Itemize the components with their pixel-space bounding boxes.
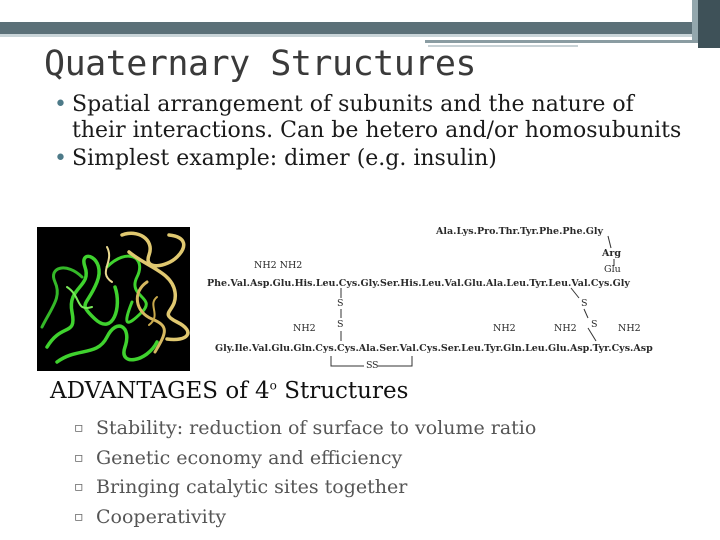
nh2-pair-label: NH2 NH2 — [254, 260, 303, 271]
nh2-label: NH2 — [618, 323, 641, 334]
bullet-item — [52, 92, 692, 144]
bullet-list — [52, 92, 692, 174]
advantages-list — [74, 414, 536, 532]
list-item-text: Stability: reduction of surface to volume ratio — [96, 417, 537, 439]
bullet-item — [52, 146, 692, 172]
nh2-label: NH2 — [493, 323, 516, 334]
glu-label: Glu — [604, 264, 621, 275]
sulfur-label: S — [372, 360, 379, 371]
list-item — [74, 414, 536, 444]
top-strip — [0, 0, 692, 22]
list-item — [74, 444, 536, 474]
bullet-marker: • — [54, 92, 67, 117]
sulfur-label: S — [337, 298, 344, 309]
list-item-text: Bringing catalytic sites together — [96, 476, 408, 498]
arg-label: Arg — [602, 248, 622, 259]
insulin-sequence-diagram — [196, 226, 656, 376]
nh2-label: NH2 — [293, 323, 316, 334]
nh2-label: NH2 — [554, 323, 577, 334]
list-item — [74, 473, 536, 503]
list-item-text: Cooperativity — [96, 505, 227, 528]
bullet-marker: • — [54, 146, 67, 171]
sulfur-label: S — [591, 319, 598, 330]
protein-ribbon-drawing — [37, 227, 190, 371]
b-chain-top-sequence: Ala.Lys.Pro.Thr.Tyr.Phe.Phe.Gly — [436, 226, 604, 237]
corner-block — [698, 0, 720, 48]
advantages-heading-suffix: Structures — [276, 378, 409, 404]
sulfur-label: S — [366, 360, 373, 371]
degree-superscript: o — [269, 378, 277, 393]
square-bullet-icon: ▫ — [74, 449, 84, 466]
bullet-text: Simplest example: dimer (e.g. insulin) — [72, 146, 497, 171]
square-bullet-icon: ▫ — [74, 420, 84, 436]
header-band — [0, 22, 720, 34]
header-band-light — [0, 34, 720, 37]
advantages-heading-prefix: ADVANTAGES of 4 — [50, 378, 270, 404]
square-bullet-icon: ▫ — [74, 479, 84, 495]
sulfur-label: S — [337, 319, 344, 330]
bullet-text: Spatial arrangement of subunits and the nature of their interactions. Can be hetero and/or homosubunits — [72, 92, 682, 143]
advantages-heading — [50, 378, 408, 404]
list-item-text: Genetic economy and efficiency — [96, 446, 403, 469]
sulfur-label: S — [581, 298, 588, 309]
insulin-dimer-image — [37, 227, 190, 371]
header-accent-line — [425, 40, 720, 43]
list-item — [74, 503, 536, 533]
slide-title: Quaternary Structures — [44, 44, 477, 84]
b-chain-sequence: Phe.Val.Asp.Glu.His.Leu.Cys.Gly.Ser.His.Leu.Val.Glu.Ala.Leu.Tyr.Leu.Val.Cys.Gly — [207, 278, 630, 289]
a-chain-sequence: Gly.Ile.Val.Glu.Gln.Cys.Cys.Ala.Ser.Val.Cys.Ser.Leu.Tyr.Gln.Leu.Glu.Asp.Tyr.Cys.Asp — [215, 343, 653, 354]
square-bullet-icon: ▫ — [74, 508, 84, 525]
